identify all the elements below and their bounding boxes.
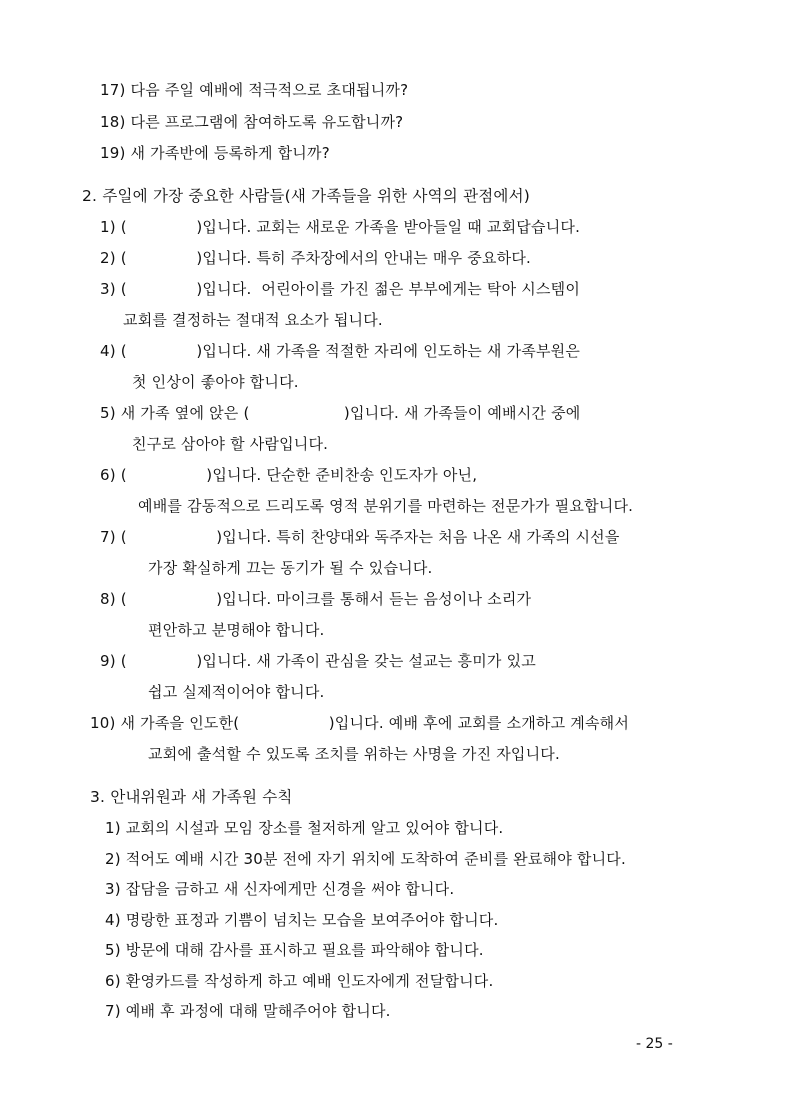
list-item-continuation: 가장 확실하게 끄는 동기가 될 수 있습니다. bbox=[148, 559, 433, 577]
list-item: 2) 적어도 예배 시간 30분 전에 자기 위치에 도착하여 준비를 완료해야 합니다. bbox=[105, 850, 626, 868]
list-item: 7) ( )입니다. 특히 찬양대와 독주자는 처음 나온 새 가족의 시선을 bbox=[100, 528, 620, 546]
list-item: 4) ( )입니다. 새 가족을 적절한 자리에 인도하는 새 가족부원은 bbox=[100, 342, 581, 360]
page-number: - 25 - bbox=[636, 1036, 673, 1052]
list-item: 9) ( )입니다. 새 가족이 관심을 갖는 설교는 흥미가 있고 bbox=[100, 652, 536, 670]
list-item-continuation: 첫 인상이 좋아야 합니다. bbox=[132, 373, 299, 391]
list-item: 3) 잡담을 금하고 새 신자에게만 신경을 써야 합니다. bbox=[105, 880, 455, 898]
list-item: 1) ( )입니다. 교회는 새로운 가족을 받아들일 때 교회답습니다. bbox=[100, 218, 581, 236]
list-item: 6) ( )입니다. 단순한 준비찬송 인도자가 아닌, bbox=[100, 466, 478, 484]
list-item-continuation: 교회에 출석할 수 있도록 조치를 위하는 사명을 가진 자입니다. bbox=[148, 745, 560, 763]
list-item-continuation: 쉽고 실제적이어야 합니다. bbox=[148, 683, 325, 701]
list-item: 17) 다음 주일 예배에 적극적으로 초대됩니까? bbox=[100, 81, 409, 99]
section-heading: 2. 주일에 가장 중요한 사람들(새 가족들을 위한 사역의 관점에서) bbox=[82, 187, 531, 205]
list-item: 5) 방문에 대해 감사를 표시하고 필요를 파악해야 합니다. bbox=[105, 941, 484, 959]
list-item: 5) 새 가족 옆에 앉은 ( )입니다. 새 가족들이 예배시간 중에 bbox=[100, 404, 581, 422]
list-item: 8) ( )입니다. 마이크를 통해서 듣는 음성이나 소리가 bbox=[100, 590, 532, 608]
section-heading: 3. 안내위원과 새 가족원 수칙 bbox=[90, 788, 293, 806]
list-item: 2) ( )입니다. 특히 주차장에서의 안내는 매우 중요하다. bbox=[100, 249, 531, 267]
list-item: 7) 예배 후 과정에 대해 말해주어야 합니다. bbox=[105, 1002, 391, 1020]
list-item: 3) ( )입니다. 어린아이를 가진 젊은 부부에게는 탁아 시스템이 bbox=[100, 280, 581, 298]
list-item-continuation: 편안하고 분명해야 합니다. bbox=[148, 621, 325, 639]
list-item: 6) 환영카드를 작성하게 하고 예배 인도자에게 전달합니다. bbox=[105, 972, 494, 990]
list-item-continuation: 친구로 삼아야 할 사람입니다. bbox=[132, 435, 329, 453]
list-item-continuation: 예배를 감동적으로 드리도록 영적 분위기를 마련하는 전문가가 필요합니다. bbox=[138, 497, 634, 515]
list-item: 10) 새 가족을 인도한( )입니다. 예배 후에 교회를 소개하고 계속해서 bbox=[90, 714, 630, 732]
list-item-continuation: 교회를 결정하는 절대적 요소가 됩니다. bbox=[123, 311, 383, 329]
list-item: 4) 명랑한 표정과 기쁨이 넘치는 모습을 보여주어야 합니다. bbox=[105, 911, 499, 929]
list-item: 19) 새 가족반에 등록하게 합니까? bbox=[100, 144, 330, 162]
list-item: 1) 교회의 시설과 모임 장소를 철저하게 알고 있어야 합니다. bbox=[105, 819, 504, 837]
list-item: 18) 다른 프로그램에 참여하도록 유도합니까? bbox=[100, 113, 404, 131]
